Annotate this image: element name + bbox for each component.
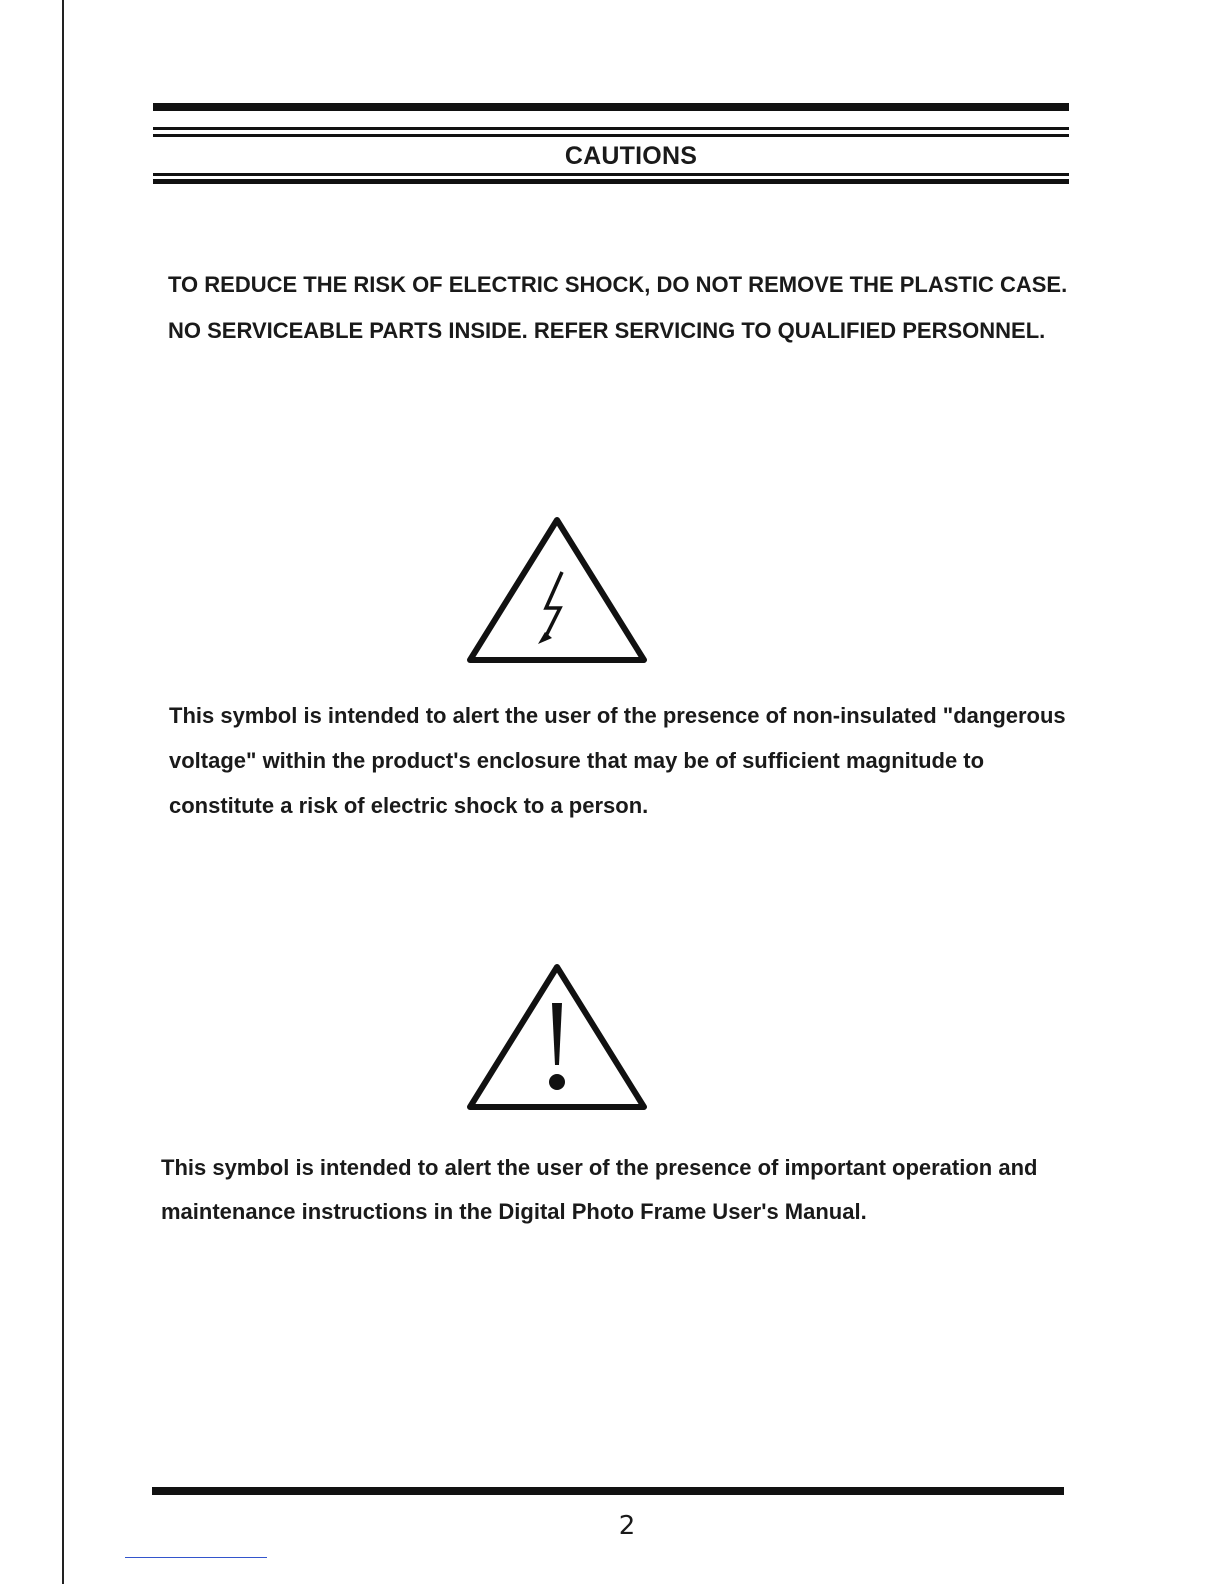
header-rule-lower-thin [153,173,1069,176]
header-rule-double-upper-2 [153,134,1069,137]
page-title: CAUTIONS [564,142,698,170]
header-rule-double-upper-1 [153,127,1069,130]
page-number: 2 [618,1511,636,1541]
section-header [153,103,1069,185]
bottom-underline-decoration [125,1557,267,1558]
exclamation-symbol-description: This symbol is intended to alert the user of the presence of important operation and maintenance instructions in the Digital Photo Frame User's Manual. [161,1155,1038,1224]
exclamation-warning-icon [466,961,648,1115]
footer-rule [152,1487,1064,1495]
header-rule-top-thick [153,103,1069,111]
shock-symbol-description: This symbol is intended to alert the user of the presence of non-insulated "dangerous voltage" within the product's enclosure that may be of sufficient magnitude to constitute a risk of electric shock to a person. [169,703,1066,818]
left-margin-line [62,0,64,1584]
electric-shock-warning-icon [466,514,648,668]
shock-warning-text: TO REDUCE THE RISK OF ELECTRIC SHOCK, DO NOT REMOVE THE PLASTIC CASE. NO SERVICEABLE PARTS INSIDE. REFER SERVICING TO QUALIFIED PERSONNEL. [168,272,1068,343]
header-rule-lower-thick [153,179,1069,184]
